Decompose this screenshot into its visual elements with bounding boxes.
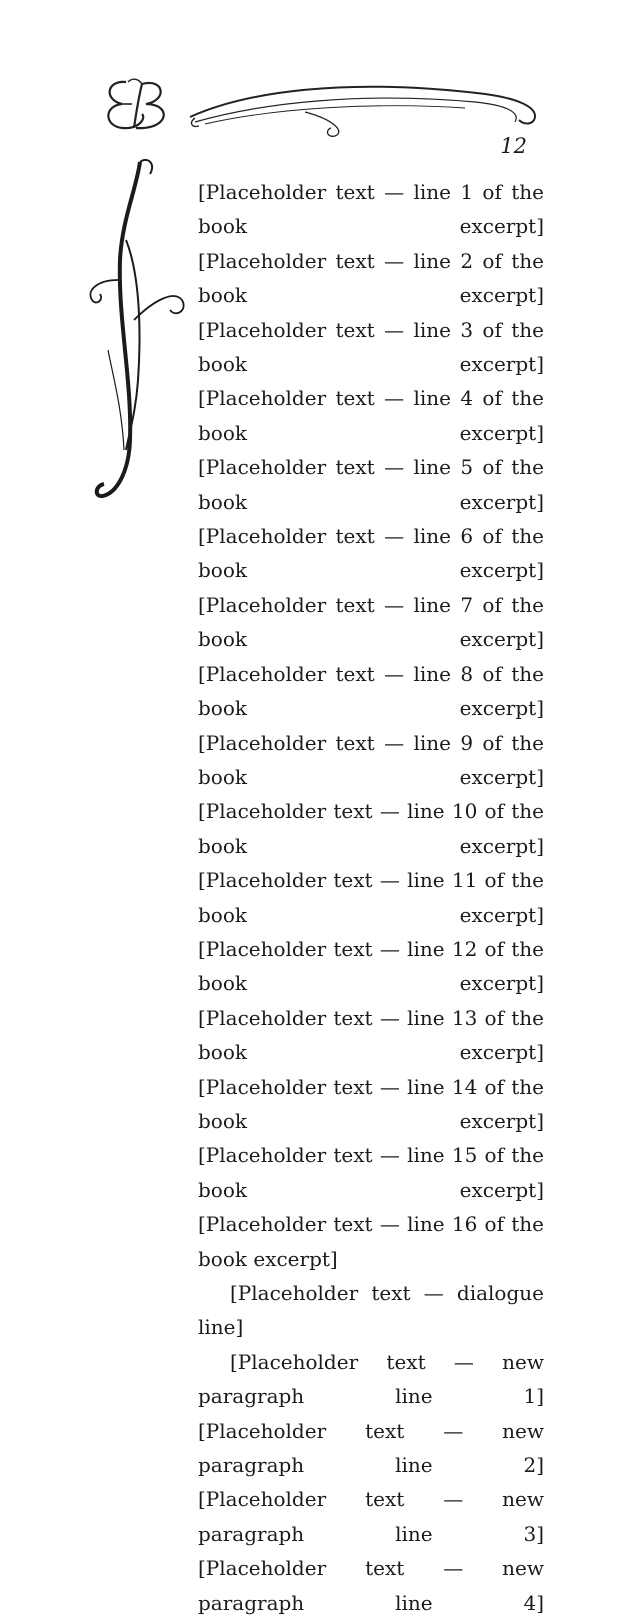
text-line: [Placeholder text — line 11 of the book excerpt]: [198, 868, 544, 927]
text-line: [Placeholder text — line 14 of the book excerpt]: [198, 1074, 544, 1133]
text-line: [Placeholder text — line 15 of the book excerpt]: [198, 1143, 544, 1202]
text-line: [Placeholder text — line 10 of the book excerpt]: [198, 799, 544, 858]
text-line: [Placeholder text — line 3 of the book excerpt]: [198, 317, 544, 377]
text-line: [Placeholder text — new paragraph line 3]: [198, 1487, 544, 1546]
text-line: [Placeholder text — line 9 of the book excerpt]: [198, 730, 544, 789]
monogram-logo: [98, 70, 178, 140]
text-line: [Placeholder text — line 7 of the book excerpt]: [198, 592, 544, 652]
text-line: [Placeholder text — line 5 of the book excerpt]: [198, 455, 544, 514]
text-line: [Placeholder text — new paragraph line 2]: [198, 1418, 544, 1478]
text-line: [Placeholder text — line 4 of the book excerpt]: [198, 386, 544, 445]
text-line: [Placeholder text — line 2 of the book excerpt]: [198, 248, 544, 308]
body-text: [198, 175, 544, 1620]
text-line: [Placeholder text — new paragraph line 4]: [198, 1556, 544, 1615]
text-line: [Placeholder text — line 16 of the book excerpt]: [198, 1212, 544, 1271]
text-line: [Placeholder text — line 8 of the book excerpt]: [198, 661, 544, 721]
decorative-initial: [78, 150, 198, 520]
text-line: [Placeholder text — line 13 of the book excerpt]: [198, 1005, 544, 1065]
page-number: 12: [500, 134, 527, 158]
text-line: [Placeholder text — line 1 of the book excerpt]: [198, 180, 544, 239]
text-line: [Placeholder text — new paragraph line 1]: [198, 1349, 544, 1409]
decorative-flourish: [185, 72, 545, 142]
text-line: [Placeholder text — line 6 of the book excerpt]: [198, 524, 544, 583]
text-line: [Placeholder text — line 12 of the book excerpt]: [198, 936, 544, 996]
text-line: [Placeholder text — dialogue line]: [198, 1281, 544, 1340]
